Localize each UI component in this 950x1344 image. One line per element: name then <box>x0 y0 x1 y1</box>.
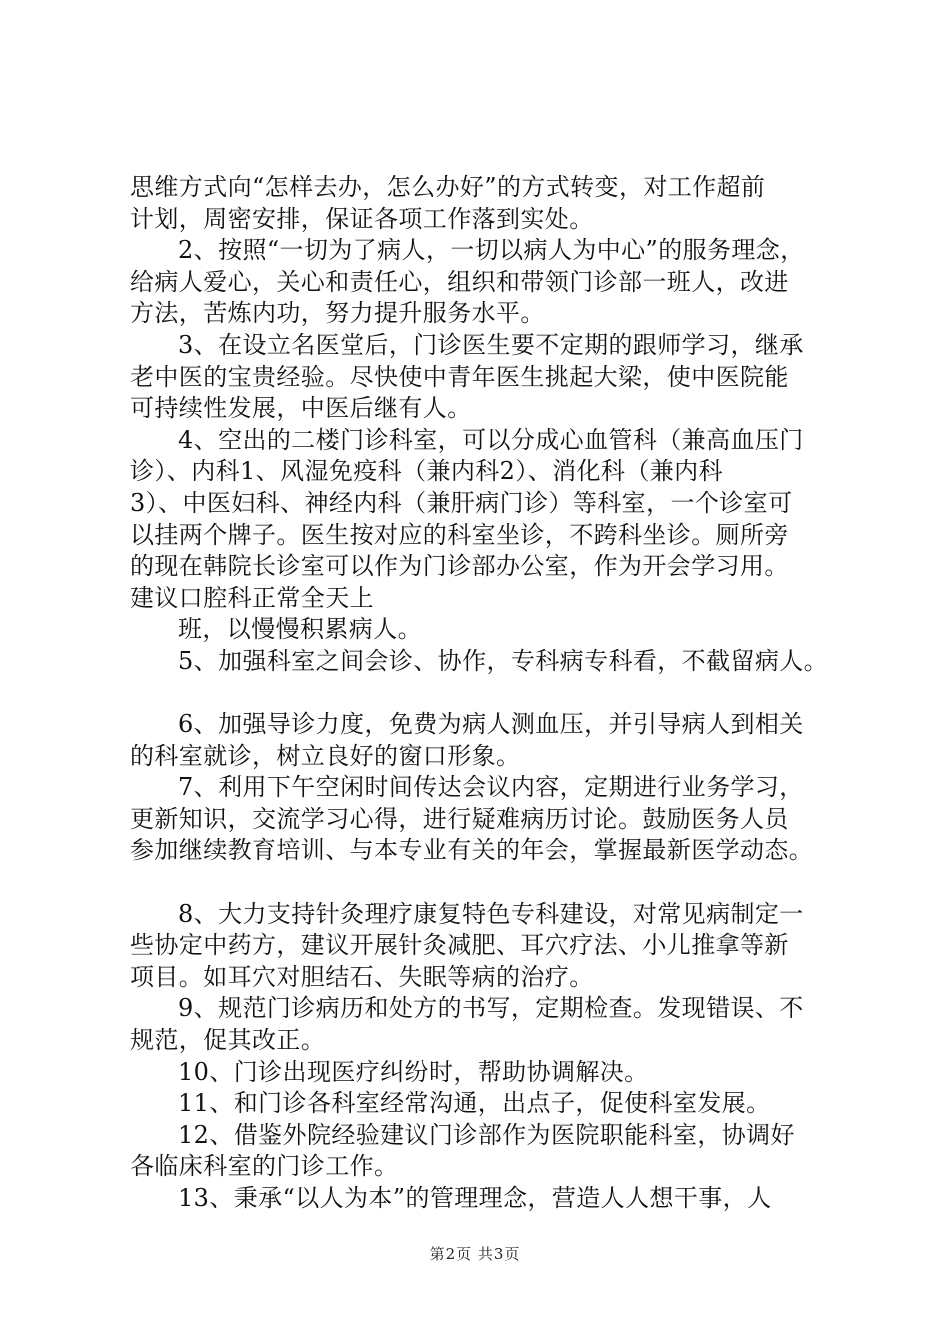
body-line: 13、秉承“以人为本”的管理理念，营造人人想干事，人 <box>178 1184 772 1212</box>
body-line: 3）、中医妇科、神经内科（兼肝病门诊）等科室，一个诊室可 <box>130 488 793 517</box>
body-line: 更新知识，交流学习心得，进行疑难病历讨论。鼓励医务人员 <box>130 804 789 833</box>
body-line: 各临床科室的门诊工作。 <box>130 1152 399 1181</box>
body-line: 思维方式向“怎样去办，怎么办好”的方式转变，对工作超前 <box>130 173 766 201</box>
body-line: 参加继续教育培训、与本专业有关的年会，掌握最新医学动态。 <box>130 836 814 865</box>
body-line: 7、利用下午空闲时间传达会议内容，定期进行业务学习， <box>178 773 804 802</box>
paragraph-gap <box>130 867 830 899</box>
body-line: 4、空出的二楼门诊科室，可以分成心血管科（兼高血压门 <box>178 425 804 454</box>
body-line: 些协定中药方，建议开展针灸减肥、耳穴疗法、小儿推拿等新 <box>130 931 789 960</box>
body-line: 以挂两个牌子。医生按对应的科室坐诊，不跨科坐诊。厕所旁 <box>130 520 789 549</box>
body-line: 方法，苦炼内功，努力提升服务水平。 <box>130 299 545 328</box>
page-number: 第2页 共3页 <box>429 1245 521 1263</box>
body-line: 9、规范门诊病历和处方的书写，定期检查。发现错误、不 <box>178 994 804 1023</box>
body-line: 计划，周密安排，保证各项工作落到实处。 <box>130 204 594 233</box>
body-line: 10、门诊出现医疗纠纷时，帮助协调解决。 <box>178 1057 649 1086</box>
body-line: 3、在设立名医堂后，门诊医生要不定期的跟师学习，继承 <box>178 330 804 359</box>
body-line: 诊）、内科1、风湿免疫科（兼内科2）、消化科（兼内科 <box>130 457 723 486</box>
body-line: 8、大力支持针灸理疗康复特色专科建设，对常见病制定一 <box>178 899 804 928</box>
body-line: 老中医的宝贵经验。尽快使中青年医生挑起大梁，使中医院能 <box>130 362 789 391</box>
body-line: 5、加强科室之间会诊、协作，专科病专科看，不截留病人。 <box>178 646 829 675</box>
body-line: 11、和门诊各科室经常沟通，出点子，促使科室发展。 <box>178 1089 771 1118</box>
body-line: 建议口腔科正常全天上 <box>130 583 374 612</box>
body-line: 的科室就诊，树立良好的窗口形象。 <box>130 741 521 770</box>
body-line: 项目。如耳穴对胆结石、失眠等病的治疗。 <box>130 962 594 991</box>
body-line: 的现在韩院长诊室可以作为门诊部办公室，作为开会学习用。 <box>130 552 789 581</box>
paragraph-gap <box>130 678 830 710</box>
body-line: 2、按照“一切为了病人，一切以病人为中心”的服务理念， <box>178 236 805 265</box>
document-body <box>130 172 830 1215</box>
page-footer <box>0 1243 950 1264</box>
body-line: 给病人爱心，关心和责任心，组织和带领门诊部一班人，改进 <box>130 267 789 296</box>
body-line: 规范，促其改正。 <box>130 1026 326 1055</box>
body-line: 班，以慢慢积累病人。 <box>178 615 422 644</box>
body-line: 6、加强导诊力度，免费为病人测血压，并引导病人到相关 <box>178 710 804 739</box>
body-line: 12、借鉴外院经验建议门诊部作为医院职能科室，协调好 <box>178 1120 795 1149</box>
body-line: 可持续性发展，中医后继有人。 <box>130 394 472 423</box>
